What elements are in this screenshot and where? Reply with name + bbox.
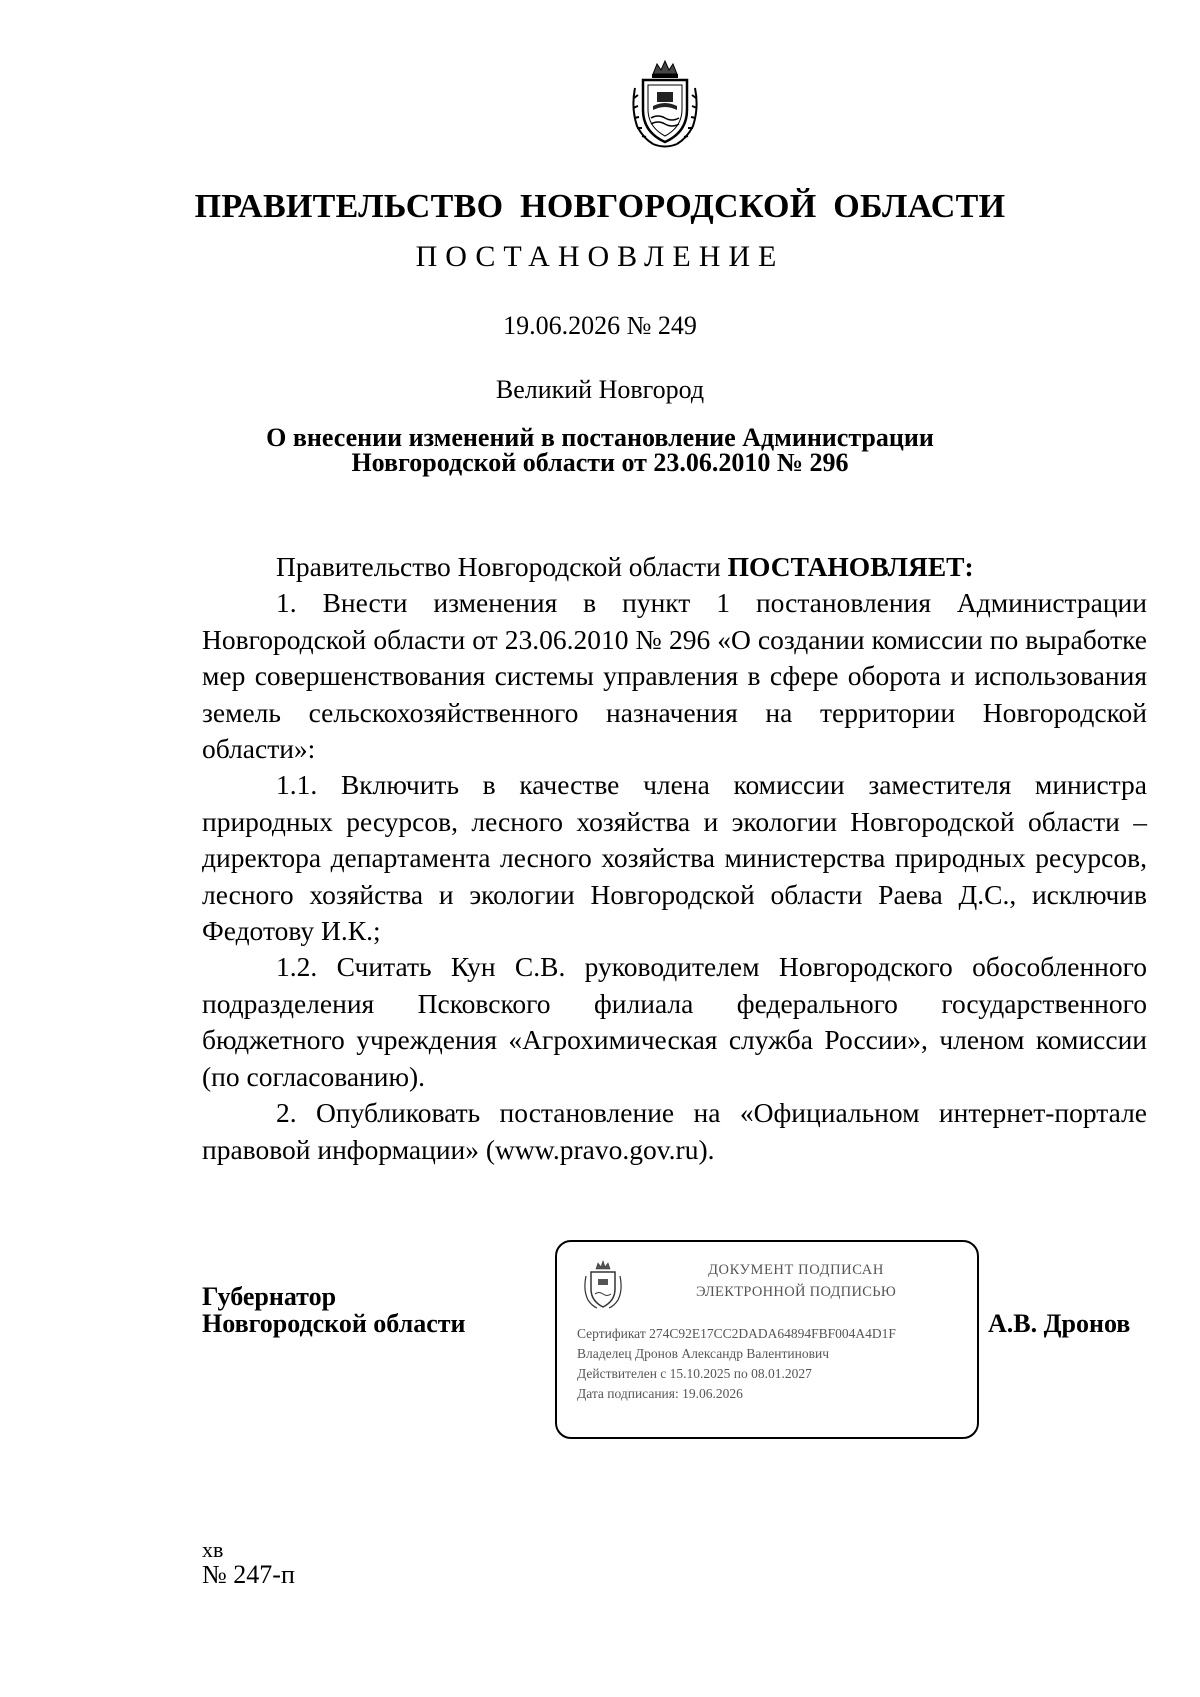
paragraph-1-1: 1.1. Включить в качестве члена комиссии заместителя министра природных ресурсов, лесного хозяйства и экологии Новгородской области – директора департамента лесного хозяйства министерства природных ресурсов, лесного хозяйства и экологии Новгородской области Раева Д.С., исключив Федотову И.К.;	[202, 769, 1147, 947]
signer-position-line-1: Губернатор	[202, 1282, 337, 1311]
paragraph-2: 2. Опубликовать постановление на «Официальном интернет-портале правовой информации» (www.pravo.gov.ru).	[202, 1097, 1147, 1165]
signer-position	[202, 1283, 466, 1337]
subject-line-1: О внесении изменений в постановление Администрации	[266, 423, 934, 452]
subject-line-2: Новгородской области от 23.06.2010 № 296	[351, 448, 849, 477]
stamp-certificate: Сертификат 274C92E17CC2DADA64894FBF004A4D1F	[577, 1326, 896, 1341]
executor-code: хв	[202, 1537, 224, 1562]
document-type: ПОСТАНОВЛЕНИЕ	[415, 240, 785, 273]
stamp-details	[577, 1324, 896, 1404]
document-subject	[0, 425, 1200, 475]
preamble-text: Правительство Новгородской области	[276, 551, 728, 582]
stamp-sign-date: Дата подписания: 19.06.2026	[577, 1386, 743, 1401]
preamble-paragraph	[202, 549, 1147, 585]
document-body	[202, 549, 1147, 1168]
stamp-header-line-2: ЭЛЕКТРОННОЙ ПОДПИСЬЮ	[695, 1284, 897, 1300]
stamp-owner: Владелец Дронов Александр Валентинович	[577, 1346, 829, 1361]
signer-position-line-2: Новгородской области	[202, 1309, 466, 1338]
stamp-coat-of-arms-icon	[583, 1260, 623, 1310]
document-footer	[202, 1537, 295, 1590]
coat-of-arms-icon	[629, 58, 701, 150]
stamp-validity: Действителен с 15.10.2025 по 08.01.2027	[577, 1366, 812, 1381]
paragraph-1: 1. Внести изменения в пункт 1 постановления Администрации Новгородской области от 23.06.2010 № 296 «О создании комиссии по выработке мер совершенствования системы управления в сфере оборота и использования земель сельскохозяйственного назначения на территории Новгородской области»:	[202, 587, 1147, 765]
document-date-number: 19.06.2026 № 249	[503, 311, 697, 340]
paragraph-1-2: 1.2. Считать Кун С.В. руководителем Новгородского обособленного подразделения Псковского филиала федерального государственного бюджетного учреждения «Агрохимическая служба России», членом комиссии (по согласованию).	[202, 951, 1147, 1092]
stamp-header-line-1: ДОКУМЕНТ ПОДПИСАН	[708, 1262, 884, 1278]
registry-number: № 247-п	[202, 1560, 295, 1589]
government-title: ПРАВИТЕЛЬСТВО НОВГОРОДСКОЙ ОБЛАСТИ	[194, 188, 1006, 225]
document-city: Великий Новгород	[495, 375, 705, 404]
electronic-signature-stamp	[555, 1240, 979, 1439]
signer-name: А.В. Дронов	[988, 1309, 1131, 1338]
preamble-decree-word: ПОСТАНОВЛЯЕТ:	[727, 551, 974, 582]
